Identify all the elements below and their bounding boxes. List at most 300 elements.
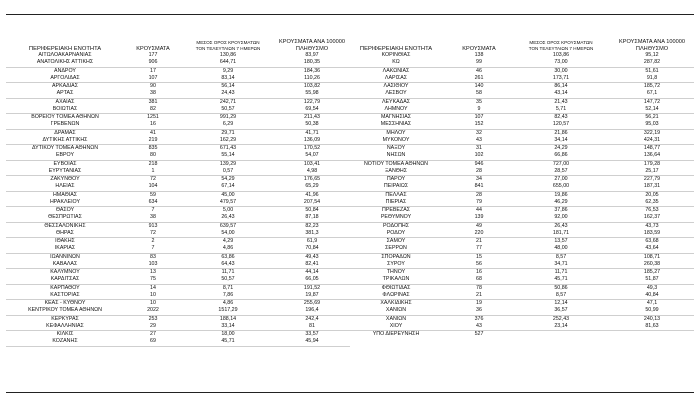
- average-value: 9,29: [222, 67, 234, 74]
- per100k-value: 47,1: [646, 300, 658, 306]
- cases-value: 21: [476, 238, 482, 244]
- cases-value: 49: [476, 222, 482, 229]
- table-row: [346, 52, 694, 59]
- region-name: ΜΕΣΣΗΝΙΑΣ: [346, 121, 446, 129]
- cases-value: 13: [150, 269, 156, 275]
- cases-value: 10: [150, 300, 156, 306]
- region-name: ΕΥΡΥΤΑΝΙΑΣ: [6, 168, 124, 176]
- per100k-value: 255,69: [303, 300, 321, 306]
- per100k-value: 196,4: [274, 307, 350, 315]
- average-value: 8,71: [222, 284, 234, 291]
- per100k-value: 103,82: [303, 83, 321, 89]
- table-row: [6, 90, 350, 98]
- cases-value: 41: [150, 129, 156, 136]
- average-value: 4,29: [222, 238, 234, 244]
- average-value: 34,71: [512, 261, 610, 269]
- cases-value: 79: [446, 199, 512, 207]
- average-value: 644,71: [182, 59, 274, 67]
- cases-value: 56: [446, 261, 512, 269]
- cases-value: 77: [446, 245, 512, 253]
- per100k-value: 136,64: [610, 152, 694, 160]
- cases-value: 29: [124, 323, 182, 331]
- per100k-value: 108,71: [643, 253, 661, 260]
- table-row: [6, 253, 350, 261]
- table-row: [6, 269, 350, 277]
- left-table-half: [6, 26, 350, 347]
- per100k-value: [610, 331, 694, 339]
- cases-value: 99: [446, 59, 512, 67]
- region-name: ΔΡΑΜΑΣ: [54, 129, 76, 136]
- table-row: [6, 284, 350, 292]
- region-name: ΘΗΡΑΣ: [6, 230, 124, 238]
- region-name: ΦΛΩΡΙΝΑΣ: [346, 292, 446, 300]
- cases-value: 59: [150, 191, 156, 198]
- cases-value: 177: [148, 52, 158, 58]
- region-name: ΣΑΜΟΥ: [386, 238, 406, 244]
- header-cases-per-100k: ΚΡΟΥΣΜΑΤΑ ΑΝΑ 100000 ΠΛΗΘΥΣΜΟ: [619, 39, 685, 52]
- region-name: ΠΕΛΛΑΣ: [385, 191, 407, 198]
- header-7day-average: ΜΕΣΟΣ ΟΡΟΣ ΚΡΟΥΣΜΑΤΩΝ ΤΟΝ ΤΕΛΕΥΤΑΙΩΝ 7 ΗΜΕΡΩΝ: [195, 40, 261, 51]
- table-row: [346, 222, 694, 230]
- per100k-value: 242,4: [305, 315, 319, 322]
- average-value: 24,43: [182, 90, 274, 98]
- table-row: [346, 323, 694, 331]
- region-name: ΔΥΤΙΚΗΣ ΑΤΤΙΚΗΣ: [6, 137, 124, 145]
- cases-value: 35: [476, 98, 482, 105]
- region-name: ΔΥΤΙΚΟΥ ΤΟΜΕΑ ΑΘΗΝΩΝ: [31, 145, 99, 151]
- average-value: 48,00: [512, 245, 610, 253]
- average-value: 33,14: [182, 323, 274, 331]
- table-row: [6, 106, 350, 114]
- per100k-value: 33,57: [305, 331, 319, 337]
- region-name: ΗΛΕΙΑΣ: [6, 183, 124, 191]
- bottom-rule: [6, 392, 694, 393]
- average-value: 73,00: [512, 59, 610, 67]
- region-name: ΧΑΛΚΙΔΙΚΗΣ: [380, 300, 412, 306]
- table-row: [6, 168, 350, 176]
- table-row: [346, 129, 694, 137]
- cases-value: 90: [150, 83, 156, 89]
- average-value: 139,29: [219, 160, 237, 167]
- cases-value: 7: [151, 207, 155, 213]
- cases-value: 906: [124, 59, 182, 67]
- per100k-value: 81,63: [610, 323, 694, 331]
- region-name: ΕΥΒΟΙΑΣ: [53, 160, 77, 167]
- per100k-value: 50,84: [305, 207, 319, 213]
- cases-value: 7: [124, 245, 182, 253]
- average-value: 5,71: [512, 106, 610, 114]
- table-row: [6, 160, 350, 168]
- cases-value: 38: [124, 214, 182, 222]
- average-value: 4,86: [182, 245, 274, 253]
- per100k-value: 41,71: [305, 129, 319, 136]
- table-row: [6, 214, 350, 222]
- region-name: ΡΕΘΥΜΝΟΥ: [346, 214, 446, 222]
- table-row: [6, 67, 350, 75]
- table-row: [6, 129, 350, 137]
- cases-value: 16: [476, 269, 482, 275]
- cases-value: 21: [446, 292, 512, 300]
- table-row: [346, 75, 694, 83]
- cases-value: 138: [474, 52, 484, 58]
- cases-value: 69: [124, 338, 182, 346]
- region-name: ΧΑΝΙΩΝ: [346, 307, 446, 315]
- table-row: [6, 137, 350, 145]
- table-row: [346, 90, 694, 98]
- header-cases: ΚΡΟΥΣΜΑΤΑ: [136, 45, 170, 52]
- average-value: 727,00: [552, 160, 570, 167]
- average-value: 50,86: [554, 284, 568, 291]
- cases-value: 218: [148, 160, 158, 167]
- average-value: 45,00: [221, 191, 235, 198]
- average-value: 45,71: [182, 338, 274, 346]
- cases-value: 28: [476, 191, 482, 198]
- average-value: [512, 331, 610, 339]
- region-name: ΑΙΤΩΛΟΑΚΑΡΝΑΝΙΑΣ: [38, 52, 92, 58]
- table-row: [346, 145, 694, 153]
- cases-value: 220: [446, 230, 512, 238]
- per100k-value: 147,72: [643, 98, 661, 105]
- table-row: [6, 300, 350, 308]
- right-table-half: [346, 26, 694, 338]
- cases-value: 527: [474, 331, 484, 337]
- table-row: [346, 191, 694, 199]
- table-row: [346, 59, 694, 67]
- average-value: 21,43: [554, 98, 568, 105]
- per100k-value: 240,13: [643, 315, 661, 322]
- average-value: 130,86: [219, 52, 237, 58]
- region-name: ΞΑΝΘΗΣ: [346, 168, 446, 176]
- region-name: ΚΙΛΚΙΣ: [56, 331, 74, 337]
- table-row: [6, 331, 350, 339]
- average-value: 162,29: [182, 137, 274, 145]
- average-value: 1517,29: [182, 307, 274, 315]
- per100k-value: 81: [274, 323, 350, 331]
- cases-value: 58: [446, 90, 512, 98]
- per100k-value: 176,65: [303, 176, 321, 182]
- per100k-value: 43,64: [610, 245, 694, 253]
- average-value: 18,00: [221, 331, 235, 337]
- average-value: 12,14: [554, 300, 568, 306]
- table-row: [346, 176, 694, 184]
- average-value: 7,86: [182, 292, 274, 300]
- region-name: ΧΙΟΥ: [346, 323, 446, 331]
- region-name: ΠΙΕΡΙΑΣ: [346, 199, 446, 207]
- table-row: [6, 261, 350, 269]
- table-row: [346, 276, 694, 284]
- per100k-value: 185,27: [643, 269, 661, 275]
- table-row: [346, 245, 694, 253]
- table-row: [346, 114, 694, 122]
- table-row: [346, 121, 694, 129]
- cases-value: 219: [124, 137, 182, 145]
- region-name: ΡΟΔΟΠΗΣ: [382, 222, 409, 229]
- cases-value: 14: [150, 284, 156, 291]
- average-value: 54,29: [221, 176, 235, 182]
- region-name: ΘΕΣΣΑΛΟΝΙΚΗΣ: [44, 222, 86, 229]
- left-header-row: [6, 26, 350, 52]
- average-value: 8,57: [512, 292, 610, 300]
- region-name: ΡΟΔΟΥ: [346, 230, 446, 238]
- average-value: 29,71: [221, 129, 235, 136]
- region-name: ΠΑΡΟΥ: [386, 176, 406, 182]
- per100k-value: 136,09: [274, 137, 350, 145]
- table-row: [346, 106, 694, 114]
- average-value: 28,57: [512, 168, 610, 176]
- table-row: [346, 269, 694, 277]
- table-row: [6, 98, 350, 106]
- cases-value: 946: [474, 160, 484, 167]
- table-row: [6, 59, 350, 67]
- per100k-value: 381,3: [274, 230, 350, 238]
- per100k-value: 322,19: [643, 129, 661, 136]
- average-value: 54,00: [182, 230, 274, 238]
- per100k-value: 40,84: [610, 292, 694, 300]
- cases-value: 835: [148, 145, 158, 151]
- average-value: 173,71: [512, 75, 610, 83]
- average-value: 0,57: [182, 168, 274, 176]
- header-region: ΠΕΡΙΦΕΡΕΙΑΚΗ ΕΝΟΤΗΤΑ: [359, 45, 433, 52]
- table-row: [346, 307, 694, 315]
- average-value: 34,14: [512, 137, 610, 145]
- cases-value: 32: [476, 129, 482, 136]
- per100k-value: 148,77: [643, 145, 661, 151]
- region-name: ΒΟΡΕΙΟΥ ΤΟΜΕΑ ΑΘΗΝΩΝ: [31, 114, 99, 120]
- average-value: 24,29: [554, 145, 568, 151]
- left-table: [6, 26, 350, 347]
- per100k-value: 110,26: [274, 75, 350, 83]
- header-cases-per-100k: ΚΡΟΥΣΜΑΤΑ ΑΝΑ 100000 ΠΛΗΘΥΣΜΟ: [279, 39, 345, 52]
- per100k-value: 56,21: [645, 114, 659, 120]
- average-value: 86,14: [554, 83, 568, 89]
- average-value: 639,57: [219, 222, 237, 229]
- per100k-value: 95,03: [610, 121, 694, 129]
- average-value: 82,43: [554, 114, 568, 120]
- region-name: ΧΑΝΙΩΝ: [385, 315, 407, 322]
- region-name: ΠΕΙΡΑΙΩΣ: [346, 183, 446, 191]
- region-name: ΣΥΡΟΥ: [346, 261, 446, 269]
- region-name: ΜΗΛΟΥ: [386, 129, 406, 136]
- cases-value: 2022: [124, 307, 182, 315]
- table-row: [346, 137, 694, 145]
- region-name: ΘΕΣΠΡΩΤΙΑΣ: [6, 214, 124, 222]
- region-name: ΜΑΓΝΗΣΙΑΣ: [380, 114, 412, 120]
- average-value: 479,57: [182, 199, 274, 207]
- region-name: ΠΡΕΒΕΖΑΣ: [382, 207, 410, 213]
- region-name: ΚΕΡΚΥΡΑΣ: [51, 315, 79, 322]
- region-name: ΘΑΣΟΥ: [55, 207, 75, 213]
- table-row: [346, 253, 694, 261]
- region-name: ΚΕΦΑΛΛΗΝΙΑΣ: [6, 323, 124, 331]
- cases-value: 17: [150, 67, 156, 74]
- average-value: 66,86: [512, 152, 610, 160]
- region-name: ΙΚΑΡΙΑΣ: [6, 245, 124, 253]
- per100k-value: 170,52: [303, 145, 321, 151]
- average-value: 21,86: [554, 129, 568, 136]
- table-row: [6, 307, 350, 315]
- cases-value: 376: [474, 315, 484, 322]
- per100k-value: 260,38: [610, 261, 694, 269]
- table-row: [6, 207, 350, 215]
- table-row: [346, 207, 694, 215]
- average-value: 188,14: [219, 315, 237, 322]
- average-value: 242,71: [219, 98, 237, 105]
- table-row: [346, 152, 694, 160]
- average-value: 19,86: [554, 191, 568, 198]
- per100k-value: 50,38: [274, 121, 350, 129]
- per100k-value: 227,79: [643, 176, 661, 182]
- header-region: ΠΕΡΙΦΕΡΕΙΑΚΗ ΕΝΟΤΗΤΑ: [28, 45, 102, 52]
- per100k-value: 76,53: [645, 207, 659, 213]
- cases-value: 253: [148, 315, 158, 322]
- region-name: ΛΑΣΙΘΙΟΥ: [383, 83, 409, 89]
- per100k-value: 43,73: [645, 222, 659, 229]
- per100k-value: 207,54: [274, 199, 350, 207]
- cases-value: 75: [124, 276, 182, 284]
- average-value: 36,57: [512, 307, 610, 315]
- region-name: ΑΝΑΤΟΛΙΚΗΣ ΑΤΤΙΚΗΣ: [6, 59, 124, 67]
- region-name: ΜΥΚΟΝΟΥ: [346, 137, 446, 145]
- average-value: 181,71: [512, 230, 610, 238]
- per100k-value: 20,05: [645, 191, 659, 198]
- table-row: [6, 145, 350, 153]
- cases-value: 381: [148, 98, 158, 105]
- per100k-value: 66,05: [274, 276, 350, 284]
- cases-value: 140: [474, 83, 484, 89]
- cases-value: 104: [124, 183, 182, 191]
- per100k-value: 91,8: [610, 75, 694, 83]
- per100k-value: 82,23: [305, 222, 319, 229]
- cases-value: 80: [124, 152, 182, 160]
- average-value: 13,57: [554, 238, 568, 244]
- per100k-value: 424,31: [610, 137, 694, 145]
- table-row: [6, 238, 350, 246]
- average-value: 55,14: [182, 152, 274, 160]
- per100k-value: 62,35: [610, 199, 694, 207]
- per100k-value: 25,17: [610, 168, 694, 176]
- cases-value: 139: [446, 214, 512, 222]
- per100k-value: 184,36: [303, 67, 321, 74]
- per100k-value: 65,29: [274, 183, 350, 191]
- cases-value: 1251: [147, 114, 159, 120]
- cases-value: 28: [446, 168, 512, 176]
- table-row: [6, 276, 350, 284]
- region-name: ΖΑΚΥΝΘΟΥ: [50, 176, 80, 182]
- average-value: 103,86: [552, 52, 570, 58]
- per100k-value: 55,98: [274, 90, 350, 98]
- table-row: [6, 245, 350, 253]
- per100k-value: 50,99: [610, 307, 694, 315]
- region-name: ΙΩΑΝΝΙΝΩΝ: [50, 253, 80, 260]
- average-value: 67,14: [182, 183, 274, 191]
- per100k-value: 49,43: [305, 253, 319, 260]
- table-row: [6, 230, 350, 238]
- cases-value: 9: [446, 106, 512, 114]
- region-name: ΦΘΙΩΤΙΔΑΣ: [381, 284, 411, 291]
- average-value: 5,00: [222, 207, 234, 213]
- cases-value: 78: [476, 284, 482, 291]
- per100k-value: 211,43: [304, 114, 320, 120]
- region-name: ΚΟΡΙΝΘΙΑΣ: [381, 52, 411, 58]
- cases-value: 68: [446, 276, 512, 284]
- table-row: [6, 152, 350, 160]
- per100k-value: 19,87: [274, 292, 350, 300]
- table-row: [346, 284, 694, 292]
- average-value: 6,29: [182, 121, 274, 129]
- average-value: 92,00: [512, 214, 610, 222]
- per100k-value: 82,41: [274, 261, 350, 269]
- average-value: 46,29: [512, 199, 610, 207]
- region-name: ΤΡΙΚΑΛΩΝ: [346, 276, 446, 284]
- region-name: ΚΕΑΣ - ΚΥΘΝΟΥ: [44, 300, 86, 306]
- cases-value: 15: [476, 253, 482, 260]
- average-value: 655,00: [512, 183, 610, 191]
- per100k-value: 4,98: [274, 168, 350, 176]
- per100k-value: 95,12: [645, 52, 659, 58]
- region-name: ΛΕΣΒΟΥ: [346, 90, 446, 98]
- table-row: [6, 83, 350, 91]
- region-name: ΑΡΓΟΛΙΔΑΣ: [6, 75, 124, 83]
- per100k-value: 63,68: [645, 238, 659, 244]
- region-name: ΤΗΝΟΥ: [386, 269, 406, 275]
- table-row: [346, 168, 694, 176]
- average-value: 11,71: [221, 269, 235, 275]
- average-value: 252,43: [552, 315, 570, 322]
- region-name: ΗΜΑΘΙΑΣ: [52, 191, 78, 198]
- region-name: ΛΑΡΙΣΑΣ: [346, 75, 446, 83]
- cases-value: 107: [124, 75, 182, 83]
- table-row: [6, 176, 350, 184]
- region-name: ΛΑΚΩΝΙΑΣ: [382, 67, 410, 74]
- per100k-value: 122,79: [303, 98, 321, 105]
- table-row: [346, 160, 694, 168]
- table-row: [6, 75, 350, 83]
- per100k-value: 191,52: [303, 284, 321, 291]
- average-value: 50,57: [182, 276, 274, 284]
- cases-value: 82: [124, 106, 182, 114]
- per100k-value: 67,1: [610, 90, 694, 98]
- table-row: [6, 292, 350, 300]
- table-row: [346, 230, 694, 238]
- cases-value: 27: [150, 331, 156, 337]
- per100k-value: 61,9: [306, 238, 318, 244]
- region-name: ΝΟΤΙΟΥ ΤΟΜΕΑ ΑΘΗΝΩΝ: [363, 160, 429, 167]
- average-value: 83,14: [182, 75, 274, 83]
- per100k-value: 180,35: [274, 59, 350, 67]
- region-name: ΓΡΕΒΕΝΩΝ: [6, 121, 124, 129]
- average-value: 45,71: [512, 276, 610, 284]
- per100k-value: 52,14: [610, 106, 694, 114]
- table-row: [346, 331, 694, 339]
- table-row: [6, 52, 350, 59]
- cases-value: 43: [446, 323, 512, 331]
- cases-value: 19: [476, 300, 482, 306]
- cases-value: 34: [476, 176, 482, 182]
- per100k-value: 103,41: [303, 160, 321, 167]
- top-rule: [6, 14, 694, 15]
- region-name: ΚΩ: [346, 59, 446, 67]
- region-name: ΝΗΣΩΝ: [346, 152, 446, 160]
- per100k-value: 45,94: [274, 338, 350, 346]
- table-row: [6, 114, 350, 122]
- region-name: ΑΡΤΑΣ: [6, 90, 124, 98]
- table-row: [6, 199, 350, 207]
- table-row: [346, 300, 694, 308]
- per100k-value: 49,3: [646, 284, 658, 291]
- per100k-value: 183,59: [610, 230, 694, 238]
- per100k-value: 87,18: [274, 214, 350, 222]
- cases-value: 10: [124, 292, 182, 300]
